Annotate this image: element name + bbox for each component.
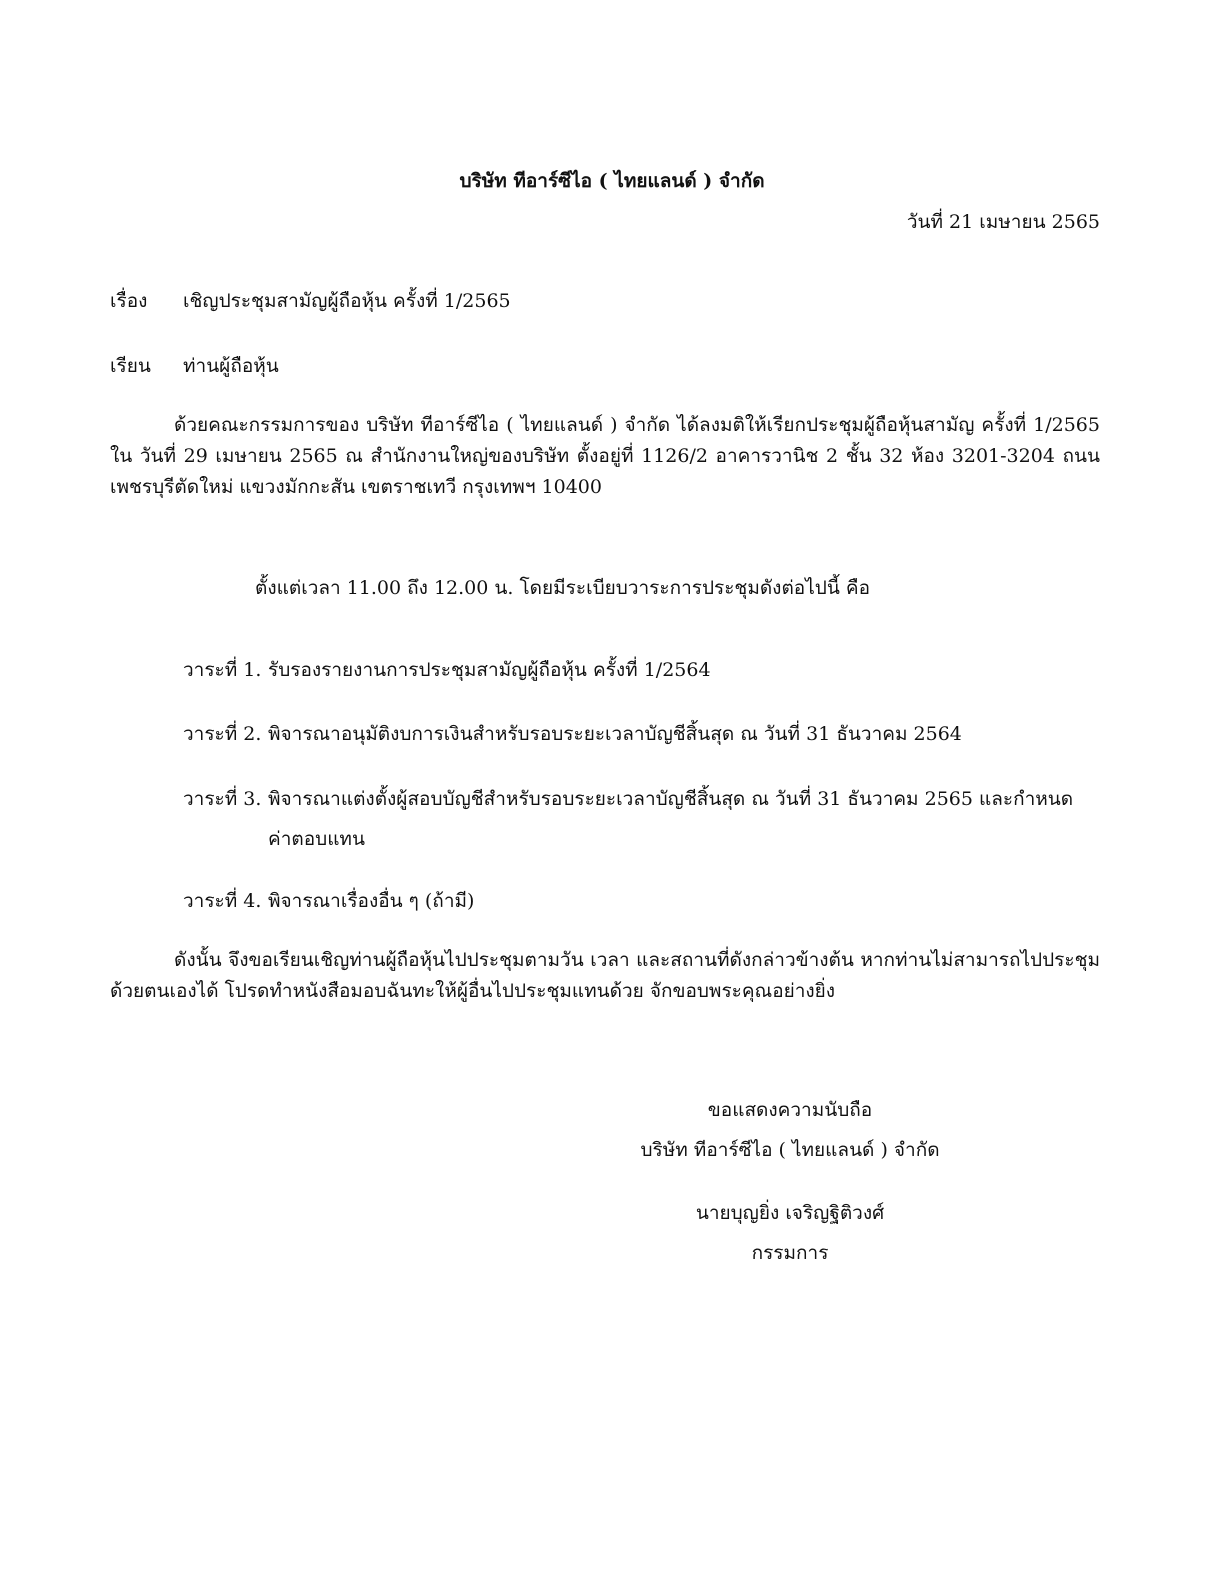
signature-name: นายบุญยิ่ง เจริญฐิติวงศ์	[695, 1202, 885, 1224]
agenda-item-3-text-continued: ค่าตอบแทน	[268, 828, 365, 850]
agenda-item-4-number: วาระที่ 4.	[183, 890, 262, 912]
signature-position: กรรมการ	[751, 1242, 829, 1264]
meeting-time-line: ตั้งแต่เวลา 11.00 ถึง 12.00 น. โดยมีระเบียบวาระการประชุมดังต่อไปนี้ คือ	[255, 577, 870, 599]
subject-text: เชิญประชุมสามัญผู้ถือหุ้น ครั้งที่ 1/2565	[183, 290, 511, 312]
agenda-item-1-number: วาระที่ 1.	[183, 659, 262, 681]
company-title: บริษัท ทีอาร์ซีไอ ( ไทยแลนด์ ) จำกัด	[459, 170, 765, 192]
recipient-label: เรียน	[110, 355, 151, 377]
recipient-text: ท่านผู้ถือหุ้น	[183, 355, 279, 377]
letter-date: วันที่ 21 เมษายน 2565	[906, 211, 1100, 233]
agenda-item-1-text: รับรองรายงานการประชุมสามัญผู้ถือหุ้น ครั้งที่ 1/2564	[268, 659, 711, 681]
signature-company: บริษัท ทีอาร์ซีไอ ( ไทยแลนด์ ) จำกัด	[640, 1139, 940, 1161]
agenda-item-3-text: พิจารณาแต่งตั้งผู้สอบบัญชีสำหรับรอบระยะเวลาบัญชีสิ้นสุด ณ วันที่ 31 ธันวาคม 2565 และกำหนด	[268, 788, 1074, 810]
agenda-item-4-text: พิจารณาเรื่องอื่น ๆ (ถ้ามี)	[268, 890, 475, 912]
agenda-item-2-number: วาระที่ 2.	[183, 723, 262, 745]
signature-regards: ขอแสดงความนับถือ	[707, 1099, 873, 1121]
subject-label: เรื่อง	[110, 290, 148, 312]
agenda-item-3-number: วาระที่ 3.	[183, 788, 262, 810]
intro-paragraph: ด้วยคณะกรรมการของ บริษัท ทีอาร์ซีไอ ( ไทยแลนด์ ) จำกัด ได้ลงมติให้เรียกประชุมผู้ถือหุ้นสามัญ ครั้งที่ 1/2565 ใน วันที่ 29 เมษายน 2565 ณ สำนักงานใหญ่ของบริษัท ตั้งอยู่ที่ 1126/2 อาคารวานิช 2 ชั้น 32 ห้อง 3201-3204 ถนนเพชรบุรีตัดใหม่ แขวงมักกะสัน เขตราชเทวี กรุงเทพฯ 10400	[110, 414, 1100, 498]
agenda-item-2-text: พิจารณาอนุมัติงบการเงินสำหรับรอบระยะเวลาบัญชีสิ้นสุด ณ วันที่ 31 ธันวาคม 2564	[268, 723, 962, 745]
closing-paragraph: ดังนั้น จึงขอเรียนเชิญท่านผู้ถือหุ้นไปประชุมตามวัน เวลา และสถานที่ดังกล่าวข้างต้น หากท่านไม่สามารถไปประชุมด้วยตนเองได้ โปรดทำหนังสือมอบฉันทะให้ผู้อื่นไปประชุมแทนด้วย จักขอบพระคุณอย่างยิ่ง	[110, 949, 1100, 1002]
